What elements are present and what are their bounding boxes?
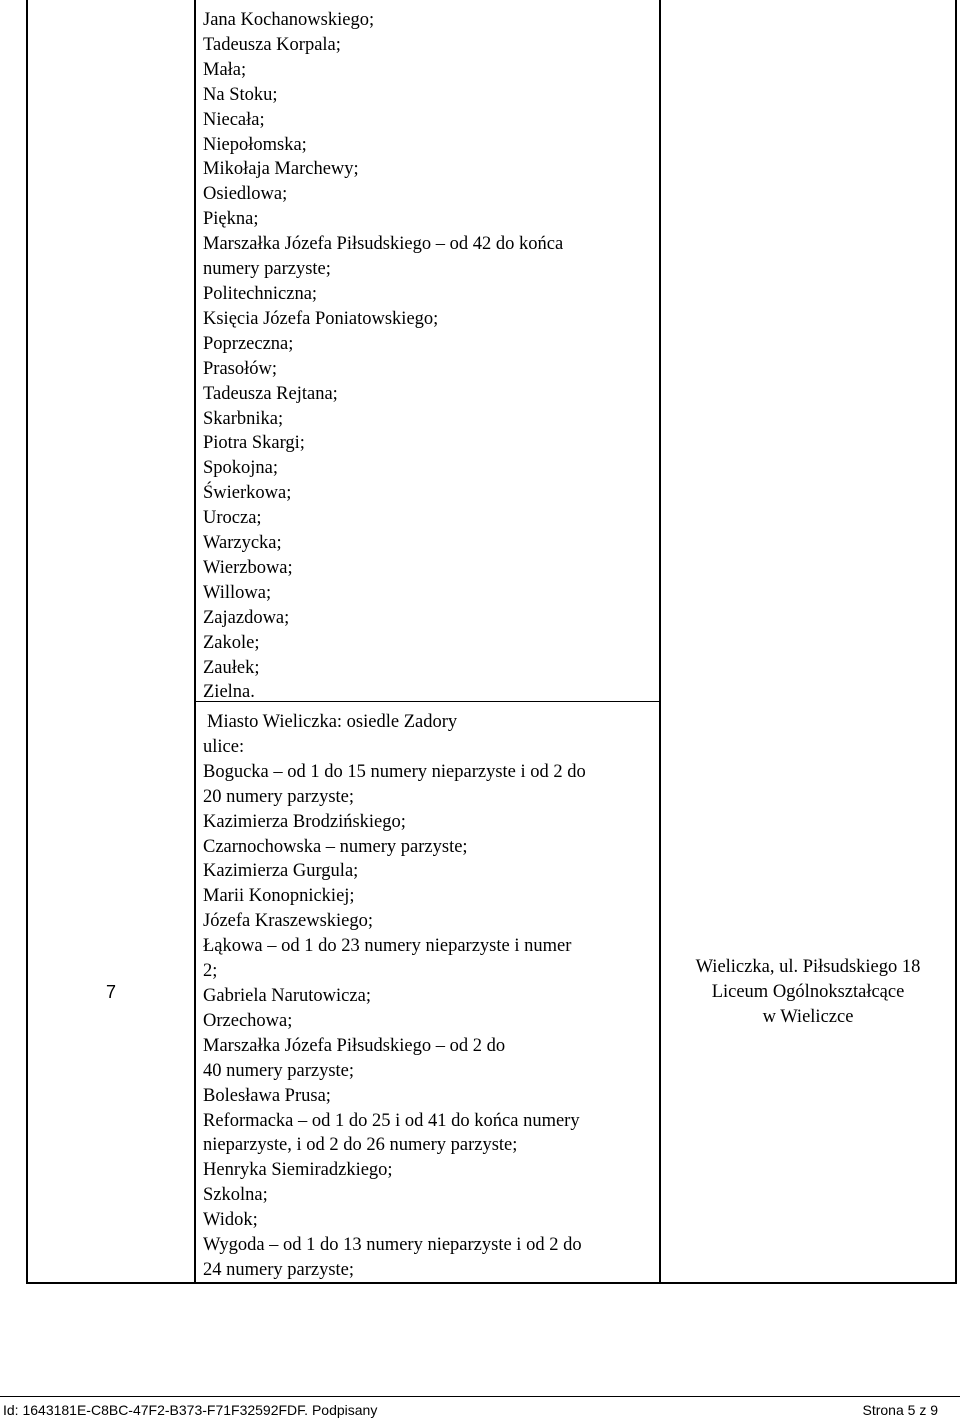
street-entry: Gabriela Narutowicza;	[203, 985, 371, 1006]
street-entry: Niepołomska;	[203, 134, 307, 155]
street-entry: 24 numery parzyste;	[203, 1259, 355, 1280]
street-entry: Mikołaja Marchewy;	[203, 159, 359, 180]
street-entry: Tadeusza Korpala;	[203, 34, 341, 55]
school-address: Wieliczka, ul. Piłsudskiego 18	[695, 956, 921, 977]
street-entry: Urocza;	[203, 508, 262, 529]
street-entry: Świerkowa;	[203, 483, 292, 504]
street-entry: Poprzeczna;	[203, 333, 294, 354]
street-entry: Marii Konopnickiej;	[203, 886, 355, 907]
zadory-street-list	[203, 760, 663, 1283]
street-entry: Warzycka;	[203, 533, 282, 554]
street-entry: 40 numery parzyste;	[203, 1060, 355, 1081]
street-entry: Na Stoku;	[203, 84, 278, 105]
street-entry: Widok;	[203, 1210, 258, 1231]
street-entry: Jana Kochanowskiego;	[203, 10, 375, 30]
street-entry: Skarbnika;	[203, 408, 284, 429]
street-entry: Wygoda – od 1 do 13 numery nieparzyste i od 2 do	[203, 1235, 582, 1256]
street-entry: Orzechowa;	[203, 1010, 293, 1031]
streets-label: ulice:	[203, 736, 245, 757]
street-entry: Politechniczna;	[203, 283, 318, 304]
street-entry: Willowa;	[203, 582, 272, 603]
street-entry: Osiedlowa;	[203, 184, 288, 205]
street-entry: Tadeusza Rejtana;	[203, 383, 338, 404]
street-entry: Łąkowa – od 1 do 23 numery nieparzyste i numer	[203, 936, 572, 957]
street-entry: Marszałka Józefa Piłsudskiego – od 2 do	[203, 1035, 506, 1056]
street-entry: Mała;	[203, 59, 247, 80]
street-entry: Piotra Skargi;	[203, 433, 305, 454]
street-entry: Kazimierza Brodzińskiego;	[203, 811, 406, 832]
page-number: Strona 5 z 9	[862, 1402, 938, 1418]
street-entry: Zaułek;	[203, 657, 260, 678]
school-cell	[660, 702, 956, 1282]
section-heading: Miasto Wieliczka: osiedle Zadory	[207, 712, 458, 732]
street-entry: Zakole;	[203, 632, 260, 653]
school-location: w Wieliczce	[762, 1006, 854, 1027]
street-entry: Henryka Siemiradzkiego;	[203, 1160, 393, 1181]
document-id: Id: 1643181E-C8BC-47F2-B373-F71F32592FDF. Podpisany	[3, 1402, 378, 1418]
street-entry: Piękna;	[203, 209, 259, 230]
street-entry: 20 numery parzyste;	[203, 786, 355, 807]
street-entry: Kazimierza Gurgula;	[203, 861, 359, 882]
street-entry: Zielna.	[203, 682, 255, 703]
street-entry: Wierzbowa;	[203, 557, 293, 578]
row-number: 7	[105, 981, 116, 1002]
street-entry: Zajazdowa;	[203, 607, 290, 628]
street-entry: Szkolna;	[203, 1185, 268, 1206]
street-entry: numery parzyste;	[203, 259, 331, 280]
street-entry: 2;	[203, 961, 218, 982]
street-entry: Marszałka Józefa Piłsudskiego – od 42 do końca	[203, 234, 564, 255]
street-entry: Bogucka – od 1 do 15 numery nieparzyste i od 2 do	[203, 761, 586, 782]
street-entry: Prasołów;	[203, 358, 277, 379]
street-entry: Spokojna;	[203, 458, 279, 479]
street-entry: Czarnochowska – numery parzyste;	[203, 836, 468, 857]
zadory-section	[203, 710, 663, 1283]
street-entry: nieparzyste, i od 2 do 26 numery parzyste;	[203, 1135, 518, 1156]
street-entry: Reformacka – od 1 do 25 i od 41 do końca numery	[203, 1110, 580, 1131]
street-entry: Księcia Józefa Poniatowskiego;	[203, 308, 439, 329]
street-entry: Józefa Kraszewskiego;	[203, 911, 374, 932]
street-entry: Bolesława Prusa;	[203, 1085, 331, 1106]
footer-divider	[0, 1396, 960, 1397]
street-entry: Niecała;	[203, 109, 265, 130]
continued-street-list	[203, 8, 663, 705]
school-name: Liceum Ogólnokształcące	[711, 981, 905, 1002]
